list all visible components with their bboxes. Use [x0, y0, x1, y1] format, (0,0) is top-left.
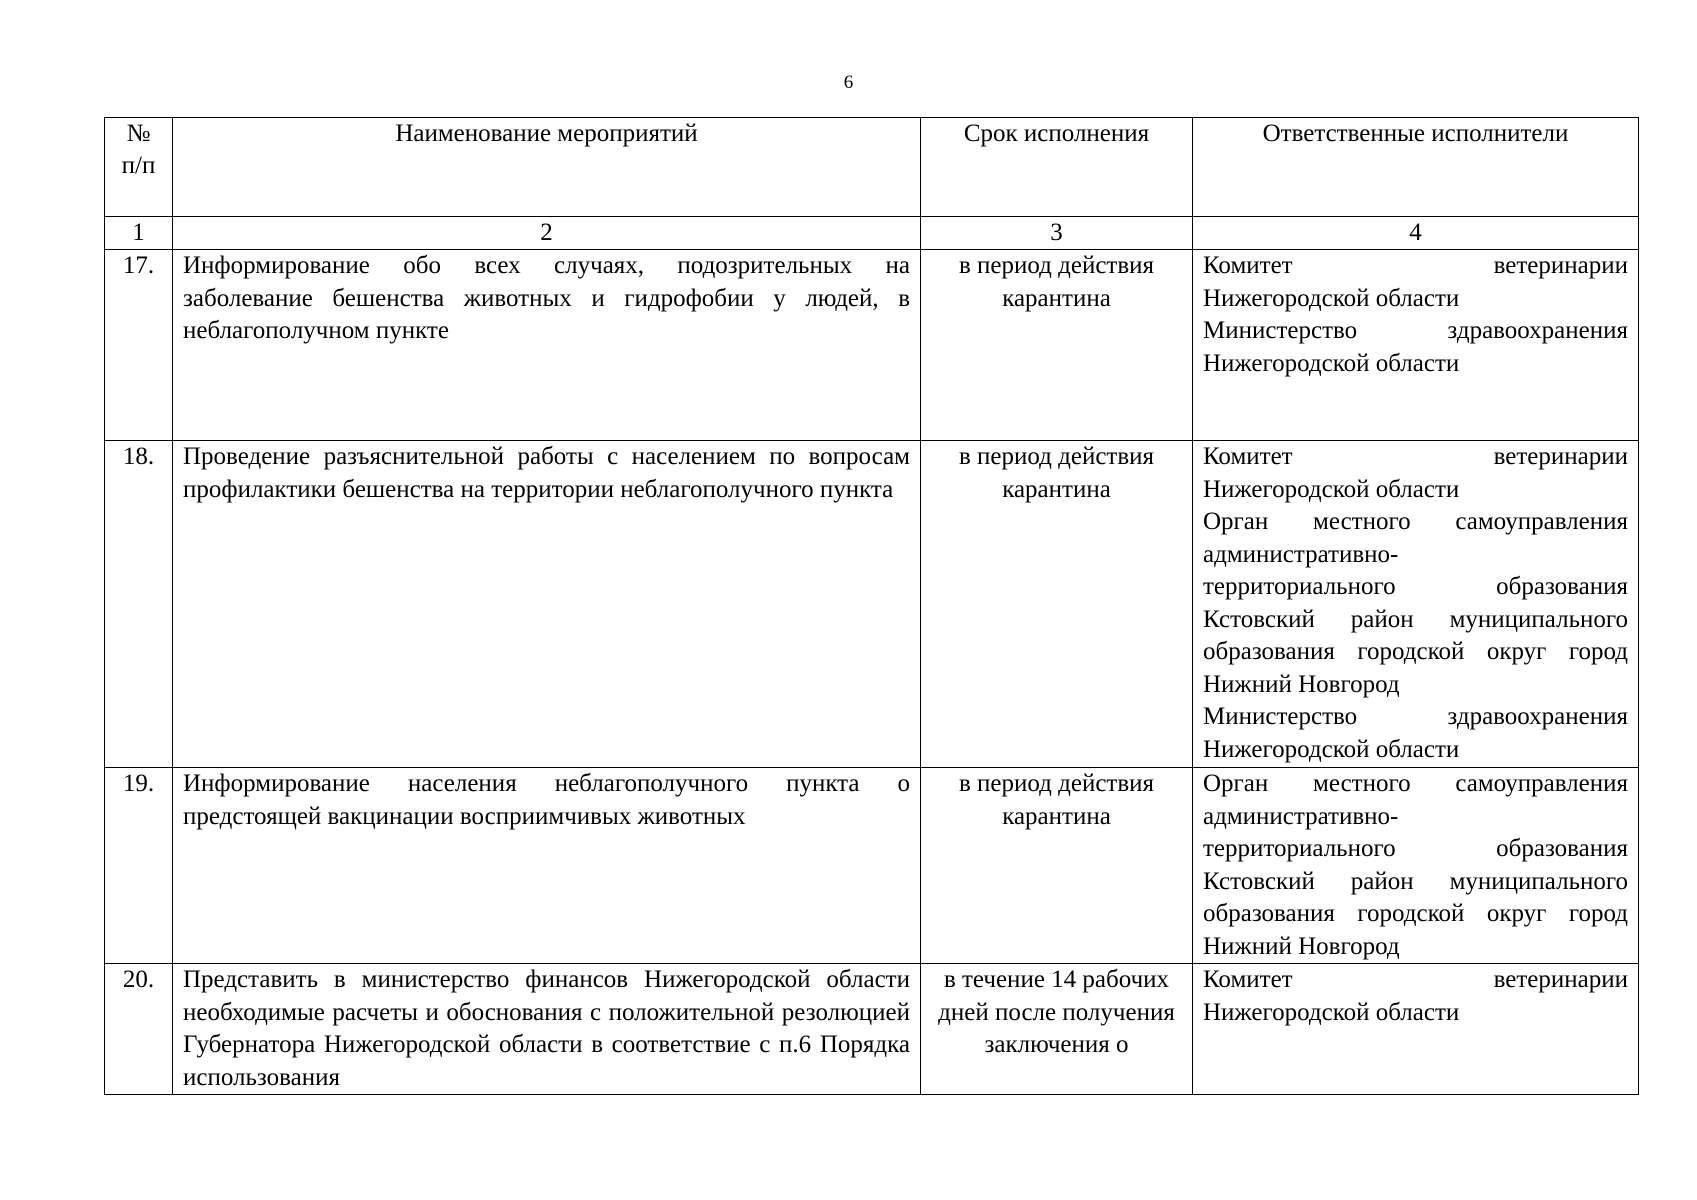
- row-number: 17.: [105, 250, 173, 441]
- deadline: в период действия карантина: [921, 250, 1193, 441]
- header-number-sign: №: [126, 120, 151, 147]
- activities-table: [104, 117, 1639, 1095]
- header-number: [105, 118, 173, 217]
- responsible-line: образования городской округ город: [1203, 900, 1628, 927]
- responsible-line: Кстовский район муниципального: [1203, 867, 1628, 895]
- responsible-line: Нижегородской области: [1203, 475, 1460, 503]
- responsible-line: Нижний Новгород: [1203, 932, 1400, 960]
- header-deadline: Срок исполнения: [921, 118, 1193, 217]
- responsible-executors: [1193, 768, 1639, 964]
- responsible-line: Комитет ветеринарии: [1203, 966, 1628, 993]
- responsible-line: Орган местного самоуправления: [1203, 770, 1628, 797]
- activity-name: Информирование обо всех случаях, подозрительных на заболевание бешенства животных и гидрофобии у людей, в неблагополучном пункте: [173, 250, 921, 441]
- responsible-line: административно-: [1203, 540, 1399, 568]
- deadline-text: в течение 14 рабочих дней после получения заключения о: [938, 966, 1175, 1058]
- responsible-line: территориального образования: [1203, 573, 1628, 600]
- activity-name: Информирование населения неблагополучного пункта о предстоящей вакцинации восприимчивых животных: [173, 768, 921, 964]
- header-number-abbr: п/п: [121, 152, 156, 179]
- row-number: 18.: [105, 441, 173, 768]
- table-row: [105, 768, 1639, 964]
- responsible-line: административно-: [1203, 802, 1399, 830]
- responsible-executors: [1193, 441, 1639, 768]
- column-index-row: [105, 217, 1639, 250]
- responsible-line: Комитет ветеринарии: [1203, 252, 1628, 279]
- responsible-executors: [1193, 250, 1639, 441]
- responsible-line: Министерство здравоохранения: [1203, 317, 1628, 344]
- page-number: 6: [843, 72, 854, 93]
- column-index: 2: [173, 217, 921, 250]
- deadline: в период действия карантина: [921, 768, 1193, 964]
- responsible-line: образования городской округ город: [1203, 638, 1628, 665]
- responsible-line: Министерство здравоохранения: [1203, 703, 1628, 730]
- responsible-executors: [1193, 964, 1639, 1095]
- responsible-line: Нижегородской области: [1203, 349, 1460, 377]
- responsible-line: Комитет ветеринарии: [1203, 443, 1628, 470]
- responsible-line: Нижегородской области: [1203, 735, 1460, 763]
- deadline: в период действия карантина: [921, 441, 1193, 768]
- column-index: 1: [105, 217, 173, 250]
- responsible-line: Кстовский район муниципального: [1203, 605, 1628, 633]
- responsible-line: Нижний Новгород: [1203, 670, 1400, 698]
- header-responsible: Ответственные исполнители: [1193, 118, 1639, 217]
- header-activity-name: Наименование мероприятий: [173, 118, 921, 217]
- responsible-line: Орган местного самоуправления: [1203, 508, 1628, 535]
- table-row: [105, 250, 1639, 441]
- row-number: 19.: [105, 768, 173, 964]
- responsible-line: Нижегородской области: [1203, 284, 1460, 312]
- responsible-line: Нижегородской области: [1203, 998, 1460, 1026]
- column-index: 4: [1193, 217, 1639, 250]
- table-row: [105, 964, 1639, 1095]
- table-row: [105, 441, 1639, 768]
- activity-name-text: Представить в министерство финансов Нижегородской области необходимые расчеты и обоснования с положительной резолюцией Губернатора Нижегородской области в соответствие с п.6 Порядка использования: [183, 966, 910, 1091]
- activity-name: [173, 964, 921, 1095]
- row-number: 20.: [105, 964, 173, 1095]
- deadline: [921, 964, 1193, 1095]
- column-index: 3: [921, 217, 1193, 250]
- responsible-line: территориального образования: [1203, 835, 1628, 862]
- activity-name: Проведение разъяснительной работы с населением по вопросам профилактики бешенства на территории неблагополучного пункта: [173, 441, 921, 768]
- table-header-row: [105, 118, 1639, 217]
